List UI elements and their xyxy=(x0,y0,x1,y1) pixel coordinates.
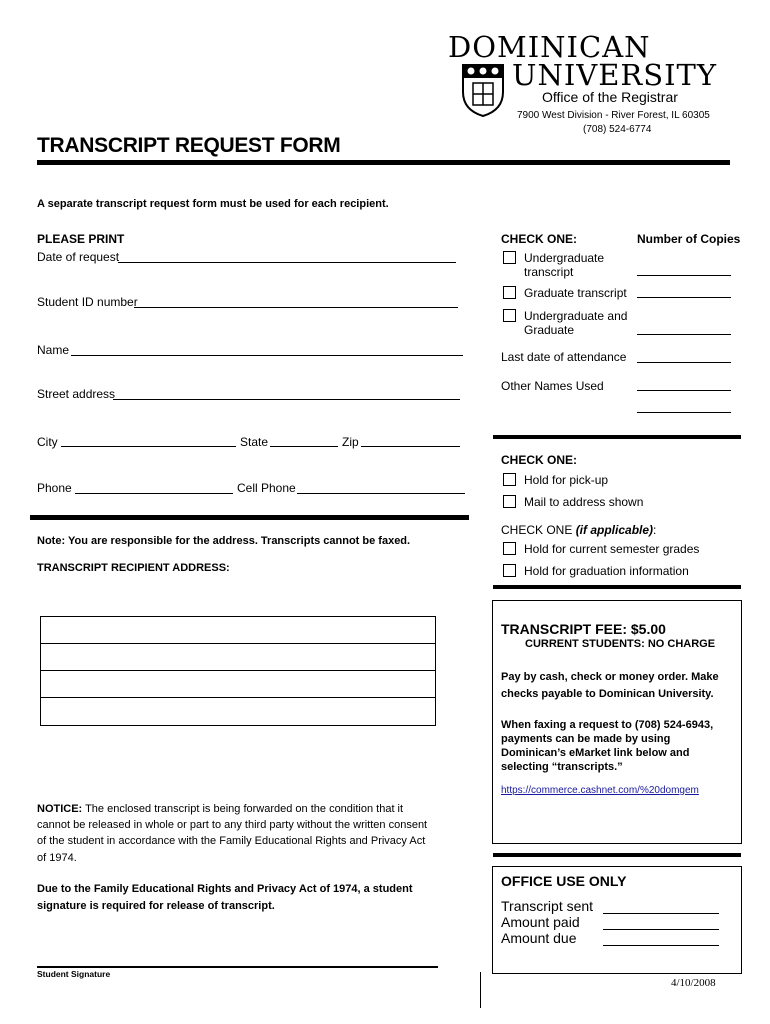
copies-heading: Number of Copies xyxy=(637,232,741,246)
pickup-checkbox[interactable] xyxy=(503,473,516,486)
phone-field[interactable] xyxy=(75,493,233,494)
graduate-copies-field[interactable] xyxy=(637,297,731,298)
graduation-option: Hold for graduation information xyxy=(524,564,689,578)
fee-subtitle: CURRENT STUDENTS: NO CHARGE xyxy=(525,638,716,650)
university-logo xyxy=(448,30,718,120)
mail-option: Mail to address shown xyxy=(524,495,644,509)
amount-due-label: Amount due xyxy=(501,930,577,946)
phone-label: Phone xyxy=(37,481,72,495)
left-divider xyxy=(30,515,469,520)
intro-instruction: A separate transcript request form must be used for each recipient. xyxy=(37,198,389,210)
amount-paid-field[interactable] xyxy=(603,929,719,930)
office-use-box xyxy=(492,866,742,974)
cell-phone-label: Cell Phone xyxy=(237,481,296,495)
recipient-address-label: TRANSCRIPT RECIPIENT ADDRESS: xyxy=(37,562,230,574)
graduation-checkbox[interactable] xyxy=(503,564,516,577)
recipient-address-line-1[interactable] xyxy=(41,643,435,644)
revision-date: 4/10/2008 xyxy=(671,977,716,989)
recipient-address-line-2[interactable] xyxy=(41,670,435,671)
city-field[interactable] xyxy=(61,446,236,447)
notice-text: The enclosed transcript is being forwarded on the condition that it cannot be released in whole or part to any third party without the written consent of the student in accordance with the Family Educational Rights and Privacy Act of 1974. xyxy=(37,803,428,864)
notice-paragraph xyxy=(37,801,437,866)
semester-grades-checkbox[interactable] xyxy=(503,542,516,555)
address-note: Note: You are responsible for the address. Transcripts cannot be faxed. xyxy=(37,535,411,547)
fee-fax-info: When faxing a request to (708) 524-6943, payments can be made by using Dominican’s eMarket link below and selecting “transcripts.” xyxy=(501,719,714,773)
brand-name-line2: UNIVERSITY xyxy=(512,58,718,92)
fee-payment-info: Pay by cash, check or money order. Make checks payable to Dominican University. xyxy=(501,671,719,700)
right-divider-3 xyxy=(493,853,741,857)
check-one-heading: CHECK ONE: xyxy=(501,232,578,246)
street-address-label: Street address xyxy=(37,387,116,401)
fee-box xyxy=(492,600,742,844)
amount-paid-label: Amount paid xyxy=(501,914,580,930)
column-rule xyxy=(480,972,481,1008)
applicable-heading-prefix: CHECK ONE xyxy=(501,523,576,537)
page-title: TRANSCRIPT REQUEST FORM xyxy=(37,134,341,157)
undergraduate-copies-field[interactable] xyxy=(637,275,731,276)
graduate-checkbox[interactable] xyxy=(503,286,516,299)
applicable-heading xyxy=(501,523,656,537)
office-use-title: OFFICE USE ONLY xyxy=(501,873,627,889)
applicable-heading-colon: : xyxy=(653,523,657,537)
registrar-office: Office of the Registrar xyxy=(542,89,678,105)
signature-line[interactable] xyxy=(37,966,438,968)
brand-name-line1: DOMINICAN xyxy=(448,30,651,64)
right-divider-2 xyxy=(493,585,741,589)
other-names-field-2[interactable] xyxy=(637,412,731,413)
state-field[interactable] xyxy=(270,446,338,447)
both-copies-field[interactable] xyxy=(637,334,731,335)
student-id-label: Student ID number xyxy=(37,295,138,309)
both-option: Undergraduate and Graduate xyxy=(524,309,628,337)
emarket-link[interactable]: https://commerce.cashnet.com/%20domgem xyxy=(501,785,699,796)
registrar-phone: (708) 524-6774 xyxy=(583,124,652,135)
pickup-option: Hold for pick-up xyxy=(524,473,609,487)
right-divider-1 xyxy=(493,435,741,439)
street-address-field[interactable] xyxy=(113,399,460,400)
amount-due-field[interactable] xyxy=(603,945,719,946)
last-date-field[interactable] xyxy=(637,362,731,363)
date-of-request-field[interactable] xyxy=(118,262,456,263)
transcript-sent-field[interactable] xyxy=(603,913,719,914)
other-names-field-1[interactable] xyxy=(637,390,731,391)
undergraduate-checkbox[interactable] xyxy=(503,251,516,264)
both-checkbox[interactable] xyxy=(503,309,516,322)
zip-label: Zip xyxy=(342,435,359,449)
state-label: State xyxy=(240,435,269,449)
semester-grades-option: Hold for current semester grades xyxy=(524,542,700,556)
notice-label: NOTICE: xyxy=(37,803,83,815)
ferpa-statement: Due to the Family Educational Rights and Privacy Act of 1974, a student signature is required for release of transcript. xyxy=(37,883,413,912)
name-label: Name xyxy=(37,343,70,357)
transcript-sent-label: Transcript sent xyxy=(501,898,594,914)
recipient-address-line-3[interactable] xyxy=(41,697,435,698)
fee-title: TRANSCRIPT FEE: $5.00 xyxy=(501,621,666,637)
recipient-address-box xyxy=(40,616,436,726)
delivery-check-one: CHECK ONE: xyxy=(501,453,578,467)
title-divider xyxy=(37,160,730,165)
undergraduate-option: Undergraduate transcript xyxy=(524,251,605,279)
other-names-label: Other Names Used xyxy=(501,379,604,393)
date-of-request-label: Date of request xyxy=(37,250,120,264)
graduate-option: Graduate transcript xyxy=(524,286,627,300)
signature-label: Student Signature xyxy=(37,969,111,979)
applicable-heading-paren: (if applicable) xyxy=(575,523,654,537)
zip-field[interactable] xyxy=(361,446,460,447)
please-print-label: PLEASE PRINT xyxy=(37,232,125,246)
city-label: City xyxy=(37,435,58,449)
student-id-field[interactable] xyxy=(134,307,458,308)
mail-checkbox[interactable] xyxy=(503,495,516,508)
registrar-address: 7900 West Division - River Forest, IL 60305 xyxy=(517,110,710,121)
name-field[interactable] xyxy=(71,355,463,356)
university-shield-icon xyxy=(460,62,506,118)
last-date-label: Last date of attendance xyxy=(501,350,627,364)
cell-phone-field[interactable] xyxy=(297,493,465,494)
